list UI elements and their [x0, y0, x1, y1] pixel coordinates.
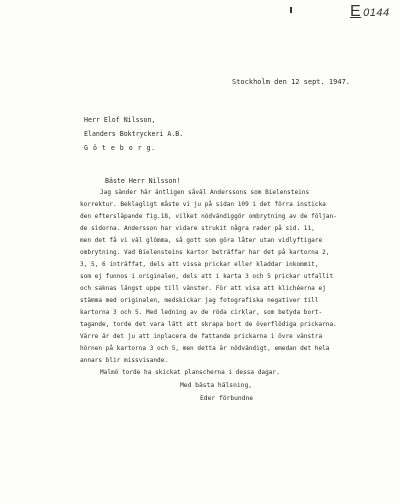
recipient-name: Herr Elof Nilsson,: [84, 116, 156, 124]
archive-mark: [350, 3, 390, 21]
body-line: kartorna 3 och 5. Med ledning av de röda cirklar, som betyda bort-: [80, 309, 323, 316]
archive-letter: E: [350, 3, 362, 20]
body-line: hörnen på kartorna 3 och 5, men detta är nödvändigt, emedan det hela: [80, 345, 330, 352]
salutation: Bäste Herr Nilsson!: [105, 177, 181, 185]
body-line: den eftersläpande fig.18, vilket nödvändiggör ombrytning av de följan-: [80, 213, 337, 220]
recipient-company: Elanders Boktryckeri A.B.: [84, 130, 184, 138]
closing-greeting: Med bästa hälsning,: [180, 382, 253, 389]
pencil-tick-mark: [290, 7, 292, 13]
postscript-line: Malmö torde ha skickat planscherna i dessa dagar.: [100, 369, 280, 376]
body-line: 3, 5, 6 inträffat, dels att vissa prickar eller kladdar inkommit,: [80, 261, 319, 268]
body-line: och saknas längst uppe till vänster. För att visa att klichéerna ej: [80, 285, 326, 292]
closing-signoff: Eder förbundne: [200, 395, 254, 402]
body-line: Jag sänder här äntligen såväl Anderssons som Bielensteins: [100, 189, 310, 196]
body-line: Värre är det ju att inplacera de fattande prickarna i övre vänstra: [80, 333, 323, 340]
archive-number: 0144: [363, 7, 390, 19]
body-line: men det få vi väl glömma, så gott som göra låter utan vidlyftigare: [80, 237, 323, 244]
body-line: som ej funnos i originalen, dels att i karta 3 och 5 prickar utfallit: [80, 273, 334, 280]
body-line: annars blir missvisande.: [80, 357, 169, 364]
date-line: Stockholm den 12 sept. 1947.: [232, 78, 351, 86]
body-line: stämma med originalen, medskickar jag fotografiska negativer till: [80, 297, 319, 304]
body-line: korrektur. Beklagligt måste vi ju på sidan 109 i det förra insticka: [80, 201, 326, 208]
body-line: de sidorna. Andersson har vidare strukit några rader på sid. 11,: [80, 225, 315, 232]
body-line: ombrytning. Vad Bielensteins kartor beträffar har det på kartorna 2,: [80, 249, 330, 256]
body-line: tagande, torde det vara lätt att skrapa bort de överflödiga prickarna.: [80, 321, 337, 328]
recipient-city: G ö t e b o r g.: [84, 144, 156, 152]
